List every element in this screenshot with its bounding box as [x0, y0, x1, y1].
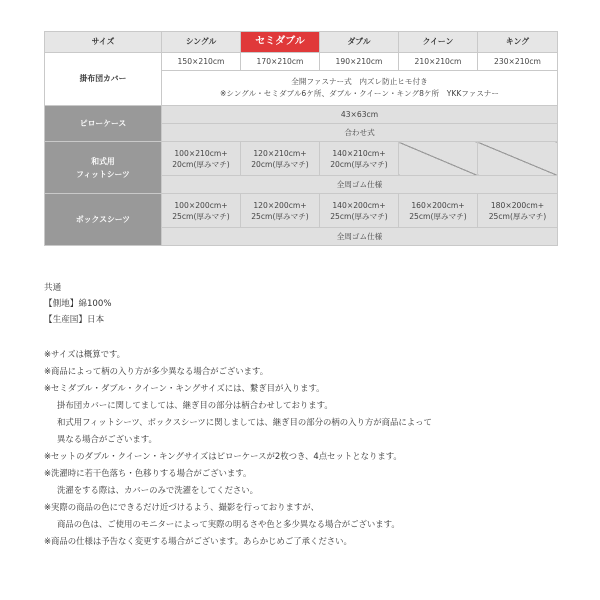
- comforter-note-line1: 全開ファスナー式 内ズレ防止ヒモ付き: [291, 77, 428, 86]
- box-cell-single: [162, 194, 241, 228]
- box-semi-double-size: 120×200cm+: [253, 200, 307, 210]
- info-common: 共通: [44, 283, 62, 293]
- header-double: ダブル: [320, 32, 399, 53]
- material-info: [44, 280, 112, 328]
- header-size: サイズ: [45, 32, 162, 53]
- header-queen: クイーン: [399, 32, 478, 53]
- note-item: ※セットのダブル・クイーン・キングサイズはピローケースが2枚つき、4点セットとなります。: [44, 451, 402, 461]
- box-note: 全周ゴム仕様: [162, 228, 558, 246]
- comforter-size-double: 190×210cm: [320, 53, 399, 71]
- note-item: 掛布団カバーに関してましては、継ぎ目の部分は柄合わせしております。: [57, 400, 333, 410]
- box-king-size: 180×200cm+: [490, 200, 545, 210]
- japanese-semi-double-depth: 20cm(厚みマチ): [251, 159, 309, 169]
- note-item: 商品の色は、ご使用のモニターによって実際の明るさや色と多少異なる場合がございます。: [57, 519, 400, 529]
- note-item: ※商品によって柄の入り方が多少異なる場合がございます。: [44, 366, 269, 376]
- pillow-size: 43×63cm: [162, 106, 558, 124]
- note-item: ※セミダブル・ダブル・クイーン・キングサイズには、繋ぎ目が入ります。: [44, 383, 325, 393]
- header-king: キング: [478, 32, 558, 53]
- box-sheet-row: [45, 194, 558, 228]
- note-item: ※サイズは概算です。: [44, 349, 126, 359]
- japanese-single-size: 100×210cm+: [174, 148, 228, 158]
- pillow-size-row: [45, 106, 558, 124]
- box-single-size: 100×200cm+: [174, 200, 228, 210]
- box-queen-size: 160×200cm+: [411, 200, 465, 210]
- box-cell-double: [320, 194, 399, 228]
- japanese-semi-double-size: 120×210cm+: [253, 148, 307, 158]
- info-fabric: 【側地】綿100%: [44, 299, 112, 309]
- japanese-double-size: 140×210cm+: [332, 148, 386, 158]
- japanese-fit-sheet-label: [45, 142, 162, 194]
- comforter-note-line2: ※シングル・セミダブル6ケ所、ダブル・クイーン・キング8ケ所 YKKファスナー: [220, 89, 499, 98]
- comforter-note: [162, 71, 558, 106]
- note-item: ※実際の商品の色にできるだけ近づけるよう、撮影を行っておりますが、: [44, 502, 320, 512]
- box-double-depth: 25cm(厚みマチ): [330, 211, 388, 221]
- box-double-size: 140×200cm+: [332, 200, 386, 210]
- box-queen-depth: 25cm(厚みマチ): [409, 211, 467, 221]
- pillow-style: 合わせ式: [162, 124, 558, 142]
- comforter-size-row: [45, 53, 558, 71]
- pillow-label: ピローケース: [45, 106, 162, 142]
- box-cell-queen: [399, 194, 478, 228]
- box-single-depth: 25cm(厚みマチ): [172, 211, 230, 221]
- japanese-cell-single: [162, 142, 241, 176]
- header-single: シングル: [162, 32, 241, 53]
- japanese-cell-double: [320, 142, 399, 176]
- table-header-row: [45, 32, 558, 53]
- info-origin: 【生産国】日本: [44, 315, 105, 325]
- note-item: 和式用フィットシーツ、ボックスシーツに関しましては、継ぎ目の部分の柄の入り方が商品によって: [57, 417, 432, 427]
- japanese-label-line1: 和式用: [91, 156, 115, 166]
- japanese-single-depth: 20cm(厚みマチ): [172, 159, 230, 169]
- notes-list: [44, 346, 574, 550]
- note-item: ※商品の仕様は予告なく変更する場合がございます。あらかじめご了承ください。: [44, 536, 352, 546]
- japanese-double-depth: 20cm(厚みマチ): [330, 159, 388, 169]
- comforter-size-single: 150×210cm: [162, 53, 241, 71]
- japanese-cell-semi-double: [241, 142, 320, 176]
- size-spec-table: [44, 31, 558, 246]
- comforter-size-semi-double: 170×210cm: [241, 53, 320, 71]
- comforter-size-king: 230×210cm: [478, 53, 558, 71]
- japanese-fit-sheet-row: [45, 142, 558, 176]
- comforter-label: 掛布団カバー: [45, 53, 162, 106]
- comforter-size-queen: 210×210cm: [399, 53, 478, 71]
- box-cell-king: [478, 194, 558, 228]
- header-semi-double: セミダブル: [241, 32, 320, 53]
- box-cell-semi-double: [241, 194, 320, 228]
- japanese-label-line2: フィットシーツ: [76, 169, 130, 179]
- note-item: 異なる場合がございます。: [57, 434, 157, 444]
- note-item: 洗濯をする際は、カバーのみで洗濯をしてください。: [57, 485, 258, 495]
- japanese-queen-not-available: [399, 142, 478, 176]
- box-king-depth: 25cm(厚みマチ): [488, 211, 547, 221]
- japanese-king-not-available: [478, 142, 558, 176]
- box-semi-double-depth: 25cm(厚みマチ): [251, 211, 309, 221]
- note-item: ※洗濯時に若干色落ち・色移りする場合がございます。: [44, 468, 252, 478]
- box-sheet-label: ボックスシーツ: [45, 194, 162, 246]
- japanese-note: 全周ゴム仕様: [162, 176, 558, 194]
